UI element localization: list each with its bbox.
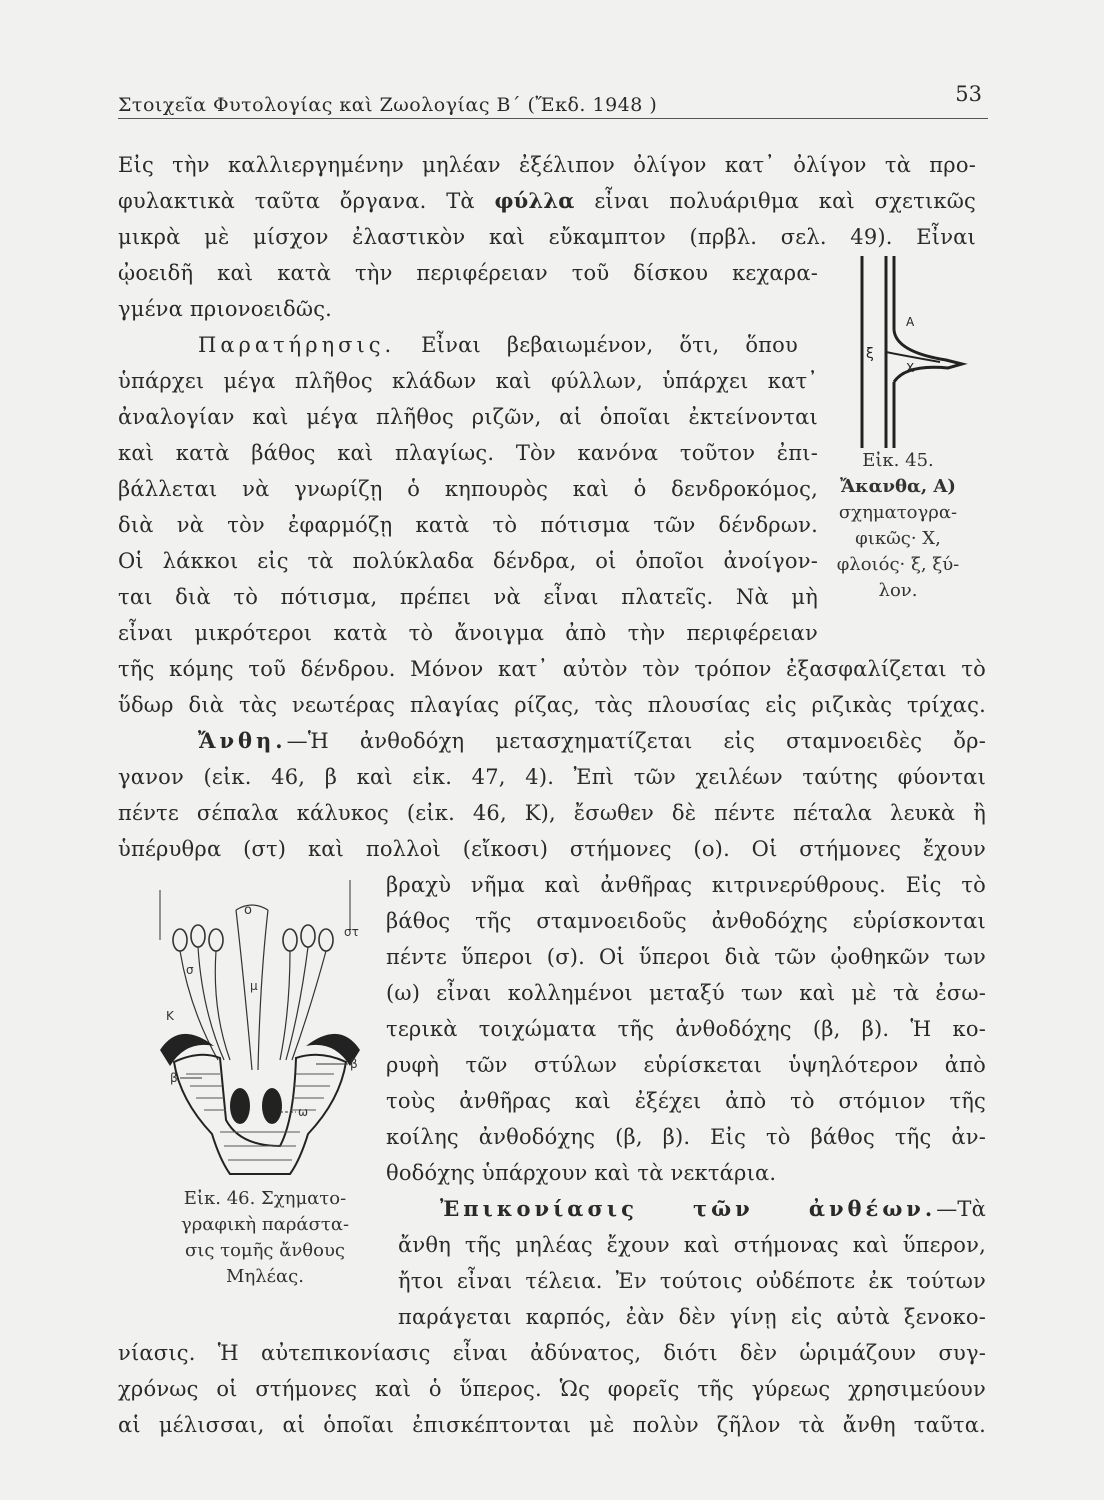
text-line [118, 186, 976, 216]
text-segment: εἶναι πολυάριθμα καὶ σχετικῶς [574, 189, 976, 213]
figure-46-caption [150, 1186, 380, 1290]
text-segment: —Τὰ [936, 1197, 986, 1221]
figure-46-flower-section [140, 870, 380, 1190]
receptacle-hatching [186, 1074, 334, 1160]
fig45-label-x: Χ [906, 361, 915, 375]
text-line: βάλλεται νὰ γνωρίζῃ ὁ κηπουρὸς καὶ ὁ δενδροκόμος, [118, 477, 818, 501]
fig46-label-omega: ω [298, 1105, 309, 1119]
text-line: διὰ νὰ τὸν ἐφαρμόζῃ κατὰ τὸ πότισμα τῶν δένδρων. [118, 513, 818, 537]
header-rule [118, 118, 988, 119]
text-line: ὕδωρ διὰ τὰς νεωτέρας πλαγίας ρίζας, τὰς πλουσίας εἰς ριζικὰς τρίχας. [118, 693, 986, 717]
section-label-flowers: Ἄνθη. [198, 728, 287, 753]
text-line: θοδόχης ὑπάρχουν καὶ τὰ νεκτάρια. [386, 1161, 777, 1185]
running-head [118, 82, 988, 124]
figure-45-caption [818, 448, 978, 604]
text-line: ἄνθη τῆς μηλέας ἔχουν καὶ στήμονας καὶ ὕπερον, [398, 1233, 986, 1257]
caption-line: Μηλέας. [226, 1266, 304, 1287]
text-line: βάθος τῆς σταμνοειδοῦς ἀνθοδόχης εὑρίσκονται [386, 909, 986, 933]
text-line: αἱ μέλισσαι, αἱ ὁποῖαι ἐπισκέπτονται μὲ πολὺν ζῆλον τὰ ἄνθη ταῦτα. [118, 1413, 986, 1437]
fig46-label-st: στ [344, 925, 359, 939]
text-line: χρόνως οἱ στήμονες καὶ ὁ ὕπερος. Ὡς φορεῖς τῆς γύρεως χρησιμεύουν [118, 1377, 986, 1401]
text-line [198, 726, 986, 756]
text-line: παράγεται καρπός, ἐὰν δὲν γίνῃ εἰς αὐτὰ ξενοκο- [398, 1305, 986, 1329]
note-label: Παρατήρησις. [198, 333, 396, 357]
caption-line: γραφικὴ παράστα- [180, 1214, 350, 1235]
text-line: καὶ κατὰ βάθος καὶ πλαγίως. Τὸν κανόνα τοῦτον ἐπι- [118, 441, 818, 465]
running-title: Στοιχεῖα Φυτολογίας καὶ Ζωολογίας Β΄ (Ἔκδ. 1948 ) [118, 94, 658, 116]
text-line: βραχὺ νῆμα καὶ ἀνθῆρας κιτρινερύθρους. Εἰς τὸ [386, 873, 986, 897]
text-segment: φυλακτικὰ ταῦτα ὄργανα. Τὰ [118, 189, 495, 213]
fig45-label-xi: ξ [866, 346, 874, 362]
receptacle [174, 1055, 346, 1174]
fig46-label-s: σ [186, 963, 194, 977]
page-number: 53 [955, 82, 982, 106]
text-segment: —Ἡ ἀνθοδόχη μετασχηματίζεται εἰς σταμνοειδὲς ὄρ- [286, 729, 986, 753]
caption-line: Εἰκ. 46. Σχηματο- [183, 1188, 347, 1209]
text-line: Εἰς τὴν καλλιεργημένην μηλέαν ἐξέλιπον ὀλίγον κατ᾽ ὀλίγον τὰ προ- [118, 153, 976, 177]
caption-line: φικῶς· Χ, [855, 528, 941, 549]
text-line: ὑπάρχει μέγα πλῆθος κλάδων καὶ φύλλων, ὑπάρχει κατ᾽ [118, 369, 818, 393]
ovary-right [262, 1088, 282, 1124]
caption-line: λον. [878, 580, 918, 601]
text-line: ρυφὴ τῶν στύλων εὑρίσκεται ὑψηλότερον ἀπὸ [386, 1053, 986, 1077]
text-line: (ω) εἶναι κολλημένοι μεταξύ των καὶ μὲ τὰ ἐσω- [386, 981, 986, 1005]
figure-45-thorn-diagram [836, 252, 976, 452]
text-line: μικρὰ μὲ μίσχον ἐλαστικὸν καὶ εὔκαμπτον (πρβλ. σελ. 49). Εἶναι [118, 225, 976, 249]
fig46-label-o: ο [244, 903, 252, 918]
fig46-label-k: Κ [166, 1009, 174, 1023]
text-line [198, 330, 798, 360]
text-line: γανον (εἰκ. 46, β καὶ εἰκ. 47, 4). Ἐπὶ τῶν χειλέων ταύτης φύονται [118, 765, 986, 789]
fig46-label-b-left: β [170, 1071, 178, 1085]
text-line: ᾠοειδῆ καὶ κατὰ τὴν περιφέρειαν τοῦ δίσκου κεχαρα- [118, 261, 818, 285]
fig45-label-a: Α [906, 315, 915, 329]
text-line: Οἱ λάκκοι εἰς τὰ πολύκλαδα δένδρα, οἱ ὁποῖοι ἀνοίγον- [118, 549, 818, 573]
text-line: πέντε σέπαλα κάλυκος (εἰκ. 46, Κ), ἔσωθεν δὲ πέντε πέταλα λευκὰ ἢ [118, 801, 986, 825]
text-line: εἶναι μικρότεροι κατὰ τὸ ἄνοιγμα ἀπὸ τὴν περιφέρειαν [118, 621, 818, 645]
caption-line: σις τομῆς ἄνθους [184, 1240, 346, 1261]
text-line: ται διὰ τὸ πότισμα, πρέπει νὰ εἶναι πλατεῖς. Νὰ μὴ [118, 585, 818, 609]
text-line: πέντε ὕπεροι (σ). Οἱ ὕπεροι διὰ τῶν ᾠοθηκῶν των [386, 945, 986, 969]
text-line: τῆς κόμης τοῦ δένδρου. Μόνον κατ᾽ αὐτὸν τὸν τρόπον ἐξασφαλίζεται τὸ [118, 657, 986, 681]
text-line: γμένα πριονοειδῶς. [118, 297, 333, 321]
text-line: ἤτοι εἶναι τέλεια. Ἐν τούτοις οὐδέποτε ἐκ τούτων [398, 1269, 986, 1293]
text-line: τερικὰ τοιχώματα τῆς ἀνθοδόχης (β, β). Ἡ κο- [386, 1017, 986, 1041]
text-line: ὑπέρυθρα (στ) καὶ πολλοὶ (εἴκοσι) στήμονες (ο). Οἱ στήμονες ἔχουν [118, 837, 986, 861]
text-segment: Εἶναι βεβαιωμένον, ὅτι, ὅπου [395, 333, 798, 357]
section-label-pollination: Ἐπικονίασις τῶν ἀνθέων. [440, 1196, 937, 1221]
caption-line: σχηματογρα- [838, 502, 958, 523]
bold-term-leaves: φύλλα [494, 188, 575, 213]
text-line: ἀναλογίαν καὶ μέγα πλῆθος ριζῶν, αἱ ὁποῖαι ἐκτείνονται [118, 405, 818, 429]
sepal-left [160, 1034, 214, 1066]
ovary-left [230, 1088, 250, 1124]
text-line: νίασις. Ἡ αὐτεπικονίασις εἶναι ἀδύνατος, διότι δὲν ὡριμάζουν συγ- [118, 1341, 986, 1365]
fig46-label-mu: μ [250, 979, 258, 993]
text-line: κοίλης ἀνθοδόχης (β, β). Εἰς τὸ βάθος τῆς ἀν- [386, 1125, 986, 1149]
caption-line: Ἄκανθα, Α) [840, 476, 956, 497]
text-line [440, 1194, 986, 1224]
text-line: τοὺς ἀνθῆρας καὶ ἐξέχει ἀπὸ τὸ στόμιον τῆς [386, 1089, 986, 1113]
caption-line: φλοιός· ξ, ξύ- [836, 554, 960, 575]
fig46-label-b-right: β [350, 1057, 358, 1071]
caption-line: Εἰκ. 45. [862, 450, 934, 471]
anthers [173, 925, 333, 951]
